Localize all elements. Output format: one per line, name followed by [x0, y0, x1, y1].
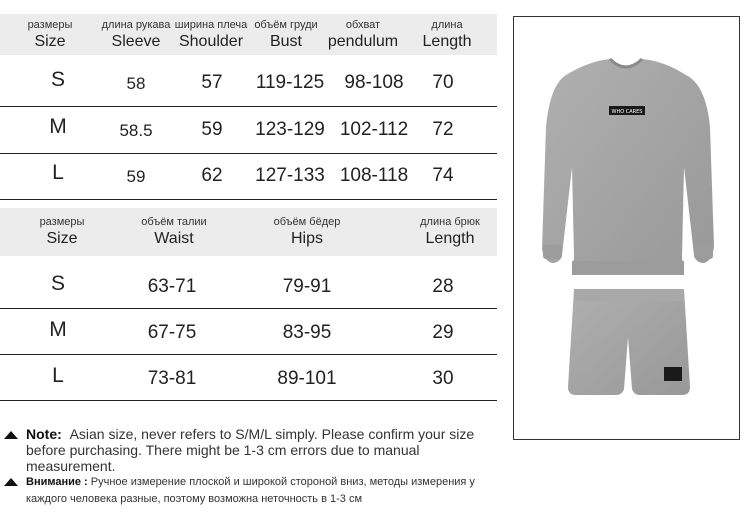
hips-cell: 89-101	[277, 368, 337, 389]
length-cell: 30	[432, 368, 454, 389]
shoulder-cell: 62	[201, 165, 223, 186]
pendulum-cell: 98-108	[344, 72, 404, 93]
shoulder-cell: 57	[201, 72, 223, 93]
hips-cell: 79-91	[282, 276, 332, 297]
header-length: длина Length	[422, 19, 472, 50]
shorts-size-table-header	[0, 208, 497, 256]
table-row	[0, 153, 497, 200]
shoulder-cell: 59	[201, 119, 223, 140]
shorts-size-table	[0, 208, 497, 408]
waist-cell: 67-75	[147, 322, 197, 343]
header-sleeve: длина рукава Sleeve	[101, 19, 171, 50]
note-label: Note:	[26, 426, 62, 442]
length-cell: 74	[432, 165, 454, 186]
note-ru-text: Ручное измерение плоской и широкой стороной вниз, методы измерения у каждого человека разные, поэтому возможна неточность в 1-3 см	[26, 476, 475, 505]
product-illustration	[514, 17, 739, 439]
pendulum-cell: 102-112	[339, 119, 409, 140]
size-cell: L	[52, 161, 64, 184]
bust-cell: 123-129	[255, 119, 325, 140]
header-waist: объём талии Waist	[141, 216, 207, 247]
sleeve-cell: 59	[126, 167, 146, 186]
hips-cell: 83-95	[282, 322, 332, 343]
header-size: размеры Size	[39, 216, 85, 247]
size-cell: M	[49, 318, 67, 341]
header-hips: объём бёдер Hips	[273, 216, 341, 247]
svg-text:WHO CARES: WHO CARES	[611, 109, 643, 115]
size-cell: S	[50, 272, 65, 295]
table-row	[0, 308, 497, 355]
header-bust: объём груди Bust	[254, 19, 318, 50]
sleeve-cell: 58.5	[119, 121, 153, 140]
sleeve-cell: 58	[126, 74, 146, 93]
note-text: Asian size, never refers to S/M/L simply. Please confirm your size before purchasing. There might be 1-3 cm errors due to manual measurement.	[26, 426, 475, 474]
warning-triangle-icon	[4, 431, 18, 439]
table-row	[0, 354, 497, 401]
bust-cell: 119-125	[255, 72, 325, 93]
sweatshirt	[542, 59, 714, 275]
waist-cell: 73-81	[147, 368, 197, 389]
header-pendulum: обхват pendulum	[327, 19, 399, 50]
waist-cell: 63-71	[147, 276, 197, 297]
shorts	[568, 289, 690, 395]
header-length: длина брюк Length	[420, 216, 480, 247]
bust-cell: 127-133	[255, 165, 325, 186]
header-shoulder: ширина плеча Shoulder	[174, 19, 248, 50]
note-ru-label: Внимание :	[26, 476, 88, 488]
size-cell: L	[52, 364, 64, 387]
top-size-table-header	[0, 14, 497, 55]
top-size-table	[0, 0, 497, 200]
header-size: размеры Size	[27, 19, 73, 50]
length-cell: 29	[432, 322, 454, 343]
table-row	[0, 262, 497, 309]
table-row	[0, 107, 497, 154]
size-cell: M	[49, 115, 67, 138]
table-row	[0, 60, 497, 107]
product-photo	[513, 16, 740, 440]
length-cell: 70	[432, 72, 454, 93]
length-cell: 28	[432, 276, 454, 297]
warning-triangle-icon	[4, 478, 18, 486]
length-cell: 72	[432, 119, 454, 140]
size-cell: S	[50, 68, 65, 91]
pendulum-cell: 108-118	[339, 165, 409, 186]
shorts-tag	[664, 367, 682, 381]
